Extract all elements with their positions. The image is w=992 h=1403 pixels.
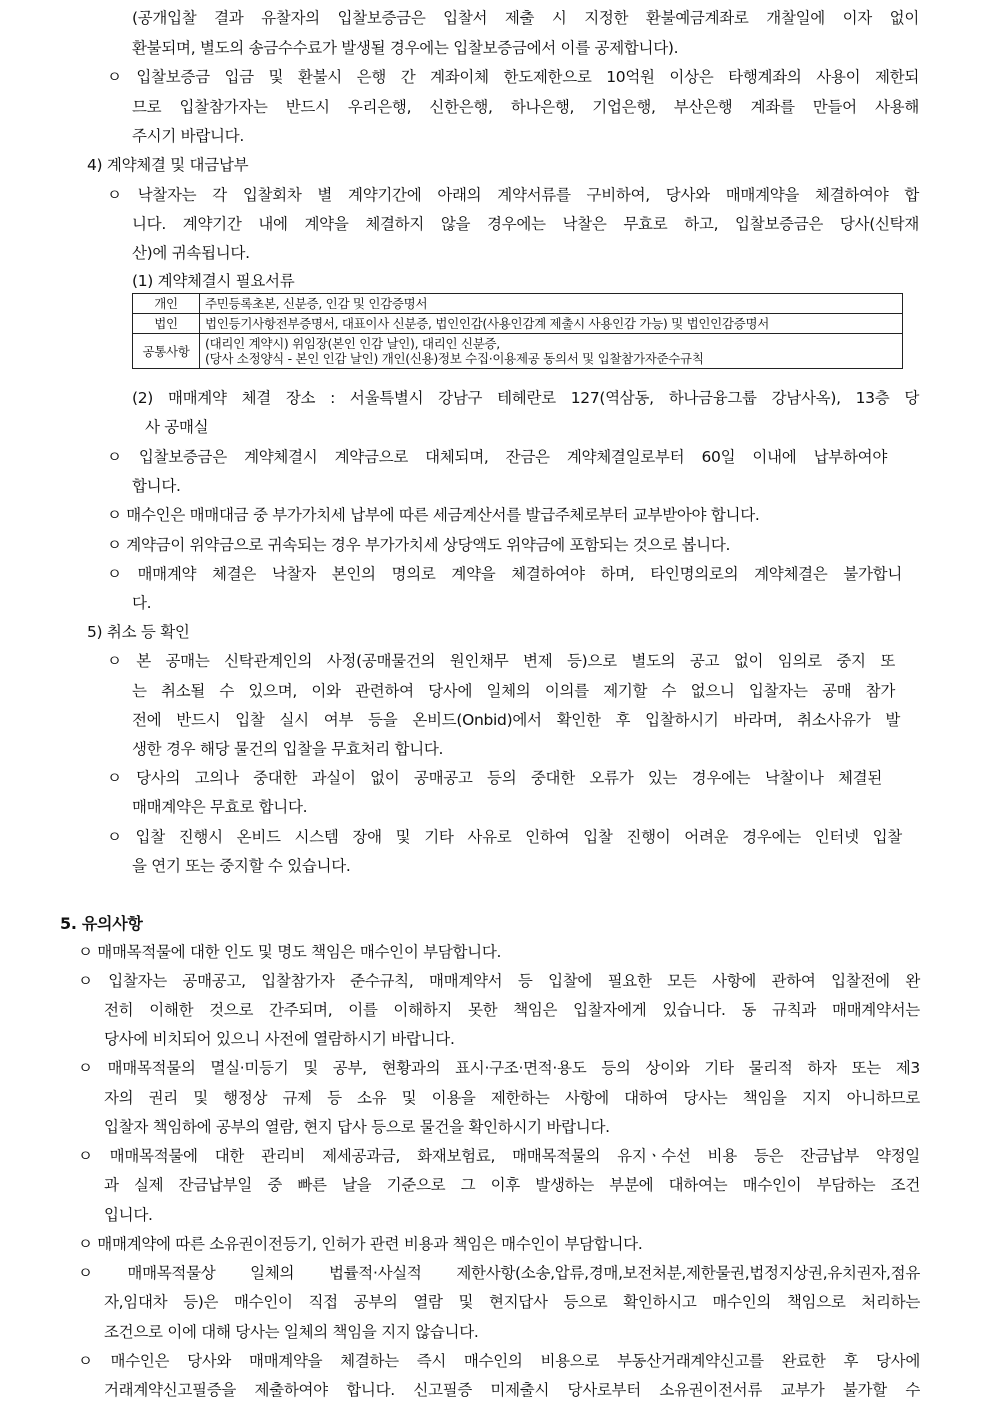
text-line: 과 실제 잔금납부일 중 빠른 날을 기준으로 그 이후 발생하는 부분에 대하여는 매수인이 부담하는 조건 [104, 1176, 920, 1194]
text-line: 전에 반드시 입찰 실시 여부 등을 온비드(Onbid)에서 확인한 후 입찰하시기 바라며, 취소사유가 발 [132, 711, 900, 729]
required-documents-table [132, 293, 903, 369]
bullet-line: ㅇ 당사의 고의나 중대한 과실이 없이 공매공고 등의 중대한 오류가 있는 경우에는 낙찰이나 체결된 [107, 769, 882, 787]
bullet-line: ㅇ 매매목적물의 멸실·미등기 및 공부, 현황과의 표시·구조·면적·용도 등의 상이와 기타 물리적 하자 또는 제3 [78, 1059, 920, 1077]
table-key-cell: 법인 [133, 314, 200, 334]
bullet-line: ㅇ 매매목적물에 대한 관리비 제세공과금, 화재보험료, 매매목적물의 유지ㆍ수선 비용 등은 잔금납부 약정일 [78, 1147, 920, 1165]
table-value-cell: 주민등록초본, 신분증, 인감 및 인감증명서 [200, 294, 903, 314]
bullet-line: ㅇ 입찰보증금은 계약체결시 계약금으로 대체되며, 잔금은 계약체결일로부터 60일 이내에 납부하여야 [107, 448, 887, 466]
text-line: 다. [132, 594, 152, 612]
text-line: 생한 경우 해당 물건의 입찰을 무효처리 합니다. [132, 740, 444, 758]
bullet-line: ㅇ 매수인은 당사와 매매계약을 체결하는 즉시 매수인의 비용으로 부동산거래계약신고를 완료한 후 당사에 [78, 1352, 920, 1370]
text-line: 주시기 바랍니다. [132, 127, 244, 145]
text-line: 조건으로 이에 대해 당사는 일체의 책임을 지지 않습니다. [104, 1323, 479, 1341]
bullet-line: ㅇ 매매목적물상 일체의 법률적·사실적 제한사항(소송,압류,경매,보전처분,제한물권,법정지상권,유치권자,점유 [78, 1264, 920, 1282]
table-row [133, 334, 903, 369]
text-line: 므로 입찰참가자는 반드시 우리은행, 신한은행, 하나은행, 기업은행, 부산은행 계좌를 만들어 사용해 [132, 98, 919, 116]
text-line: 전히 이해한 것으로 간주되며, 이를 이해하지 못한 책임은 입찰자에게 있습니다. 동 규칙과 매매계약서는 [104, 1001, 920, 1019]
text-line: 당사에 비치되어 있으니 사전에 열람하시기 바랍니다. [104, 1030, 455, 1048]
text-line: 자,임대차 등)은 매수인이 직접 공부의 열람 및 현지답사 등으로 확인하시고 매수인의 책임으로 처리하는 [104, 1293, 920, 1311]
text-line: 입찰자 책임하에 공부의 열람, 현지 답사 등으로 물건을 확인하시기 바랍니다. [104, 1118, 610, 1136]
table-row [133, 294, 903, 314]
bullet-line: ㅇ 입찰보증금 입금 및 환불시 은행 간 계좌이체 한도제한으로 10억원 이상은 타행계좌의 사용이 제한되 [107, 68, 919, 86]
table-key-cell: 공통사항 [133, 334, 200, 369]
bullet-line: ㅇ 매수인은 매매대금 중 부가가치세 납부에 따른 세금계산서를 발급주체로부터 교부받아야 합니다. [107, 506, 760, 524]
text-line: (2) 매매계약 체결 장소 : 서울특별시 강남구 테헤란로 127(역삼동, 하나금융그룹 강남사옥), 13층 당 [132, 389, 919, 407]
table-value-line: (대리인 계약시) 위임장(본인 인감 날인), 대리인 신분증, [205, 336, 500, 351]
section-heading: 5) 취소 등 확인 [87, 623, 190, 641]
table-row [133, 314, 903, 334]
table-key-cell: 개인 [133, 294, 200, 314]
table-value-cell [200, 334, 903, 369]
text-line: 사 공매실 [145, 418, 209, 436]
section-title: 5. 유의사항 [60, 914, 143, 933]
bullet-line: ㅇ 입찰자는 공매공고, 입찰참가자 준수규칙, 매매계약서 등 입찰에 필요한 모든 사항에 관하여 입찰전에 완 [78, 972, 920, 990]
text-line: 을 연기 또는 중지할 수 있습니다. [132, 857, 351, 875]
subsection-heading: (1) 계약체결시 필요서류 [132, 272, 295, 290]
bullet-line: ㅇ 계약금이 위약금으로 귀속되는 경우 부가가치세 상당액도 위약금에 포함되는 것으로 봅니다. [107, 536, 731, 554]
bullet-line: ㅇ 매매목적물에 대한 인도 및 명도 책임은 매수인이 부담합니다. [78, 943, 502, 961]
bullet-line: ㅇ 매매계약에 따른 소유권이전등기, 인허가 관련 비용과 책임은 매수인이 부담합니다. [78, 1235, 643, 1253]
text-line: 는 취소될 수 있으며, 이와 관련하여 당사에 일체의 이의를 제기할 수 없으니 입찰자는 공매 참가 [132, 682, 895, 700]
text-line: 자의 권리 및 행정상 규제 등 소유 및 이용을 제한하는 사항에 대하여 당사는 책임을 지지 아니하므로 [104, 1089, 920, 1107]
text-line: 입니다. [104, 1206, 153, 1224]
text-line: 니다. 계약기간 내에 계약을 체결하지 않을 경우에는 낙찰은 무효로 하고, 입찰보증금은 당사(신탁재 [132, 215, 919, 233]
bullet-line: ㅇ 본 공매는 신탁관계인의 사정(공매물건의 원인채무 변제 등)으로 별도의 공고 없이 임의로 중지 또 [107, 652, 895, 670]
text-line: 환불되며, 별도의 송금수수료가 발생될 경우에는 입찰보증금에서 이를 공제합니다). [132, 39, 679, 57]
bullet-line: ㅇ 입찰 진행시 온비드 시스템 장애 및 기타 사유로 인하여 입찰 진행이 어려운 경우에는 인터넷 입찰 [107, 828, 902, 846]
table-value-line: (당사 소정양식 - 본인 인감 날인) 개인(신용)정보 수집·이용제공 동의서 및 입찰참가자준수규칙 [205, 351, 704, 366]
section-heading: 4) 계약체결 및 대금납부 [87, 156, 249, 174]
text-line: (공개입찰 결과 유찰자의 입찰보증금은 입찰서 제출 시 지정한 환불예금계좌로 개찰일에 이자 없이 [132, 9, 919, 27]
text-line: 합니다. [132, 477, 181, 495]
bullet-line: ㅇ 매매계약 체결은 낙찰자 본인의 명의로 계약을 체결하여야 하며, 타인명의로의 계약체결은 불가합니 [107, 565, 902, 583]
bullet-line: ㅇ 낙찰자는 각 입찰회차 별 계약기간에 아래의 계약서류를 구비하여, 당사와 매매계약을 체결하여야 합 [107, 186, 919, 204]
text-line: 매매계약은 무효로 합니다. [132, 798, 308, 816]
text-line: 거래계약신고필증을 제출하여야 합니다. 신고필증 미제출시 당사로부터 소유권이전서류 교부가 불가할 수 [104, 1381, 920, 1399]
table-value-cell: 법인등기사항전부증명서, 대표이사 신분증, 법인인감(사용인감계 제출시 사용인감 가능) 및 법인인감증명서 [200, 314, 903, 334]
text-line: 산)에 귀속됩니다. [132, 244, 250, 262]
